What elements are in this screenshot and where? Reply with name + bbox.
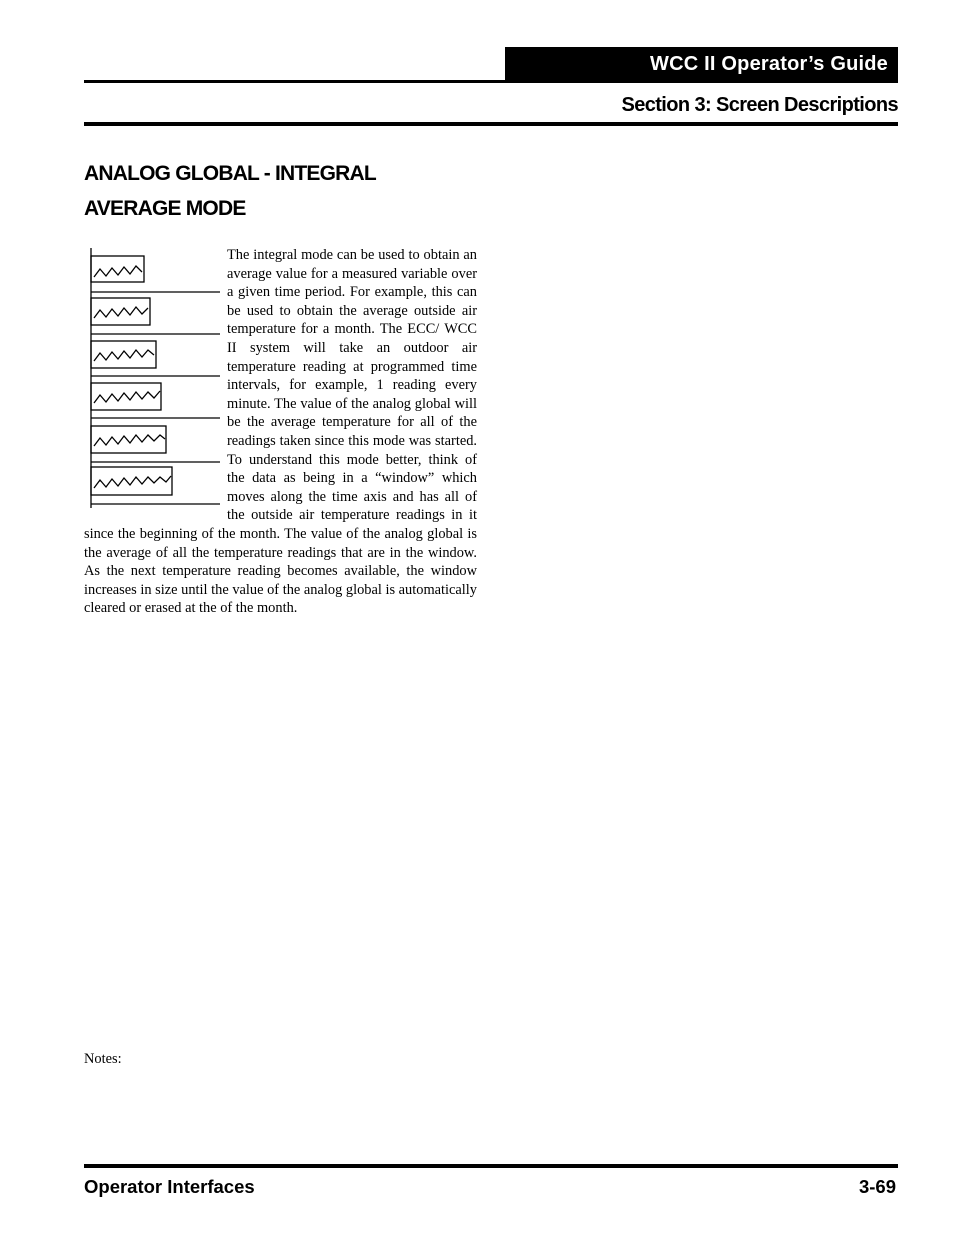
section-title: Section 3: Screen Descriptions <box>621 94 898 116</box>
body-text: The integral mode can be used to obtain an average value for a measured variable over a given time period. For example, this can be used to obtain the average outside air temperature for a month. The ECC/ WCC II system will take an outdoor air temperature reading at programmed time intervals, for example, 1 reading every minute. The value of the analog global will be the average temperature for all of the readings taken since this mode was started. To understand this mode better, think of the data as being in a “window” which moves along the time axis and has all of the outside air temperature readings in it since the beginning of the month. The value of the analog global is the average of all the temperature readings that are in the window. As the next temperature reading becomes available, the window increases in size until the value of the analog global is automatically cleared or erased at the of the month. <box>84 247 477 617</box>
temperature-wave <box>94 266 142 277</box>
temperature-wave <box>94 391 160 403</box>
heading-line-2: AVERAGE MODE <box>84 197 246 220</box>
temperature-wave <box>94 435 165 446</box>
integral-window-diagram <box>82 246 222 516</box>
header-rule <box>84 80 898 83</box>
footer-rule <box>84 1164 898 1168</box>
page-heading <box>84 156 376 226</box>
temperature-wave <box>94 476 171 488</box>
temperature-wave <box>94 307 148 318</box>
data-window <box>91 467 172 495</box>
footer-chapter: Operator Interfaces <box>84 1176 255 1197</box>
section-rule <box>84 122 898 126</box>
data-window <box>91 256 144 282</box>
notes-label: Notes: <box>84 1051 122 1067</box>
heading-line-1: ANALOG GLOBAL - INTEGRAL <box>84 162 376 185</box>
data-window <box>91 298 150 325</box>
temperature-wave <box>94 350 154 361</box>
page-number: 3-69 <box>858 1176 896 1197</box>
guide-title: WCC II Operator’s Guide <box>505 47 898 82</box>
